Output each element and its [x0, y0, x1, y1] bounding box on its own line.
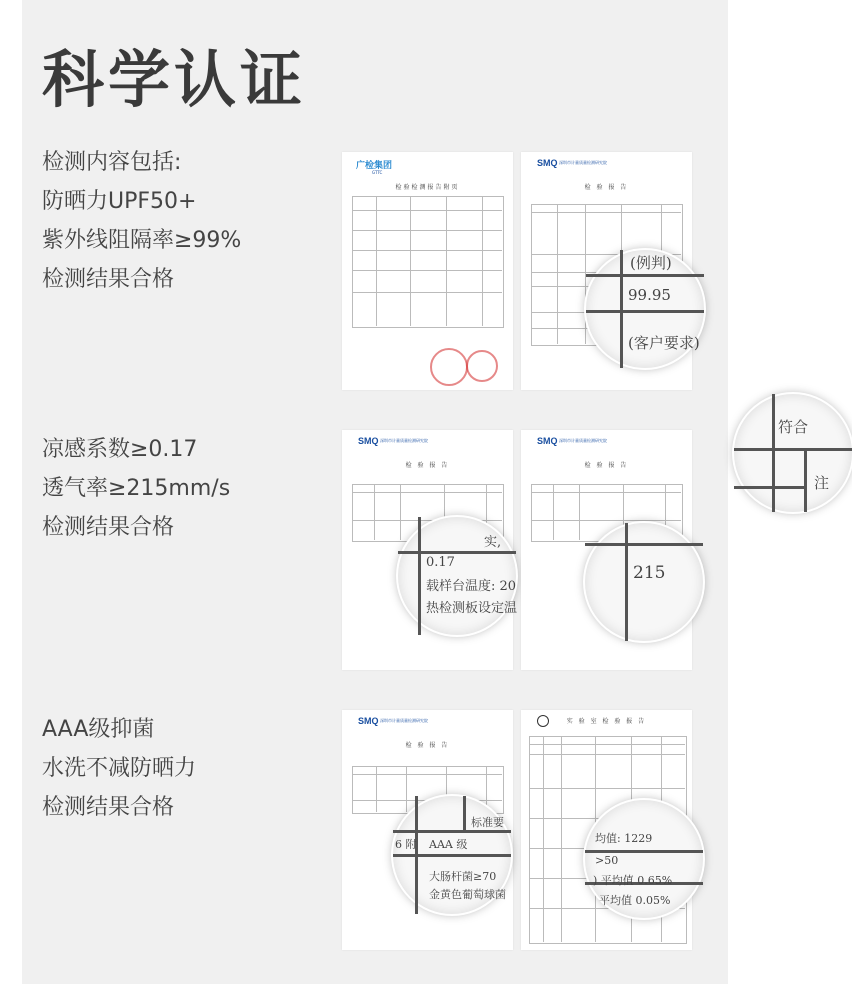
report-title: 检 验 报 告: [584, 184, 629, 191]
magnifier-5: [393, 796, 511, 914]
red-seal: [430, 348, 468, 386]
report-title: 检 验 报 告: [584, 462, 629, 469]
section-uv-text: [42, 143, 241, 299]
zoom-text: 符合: [778, 418, 809, 436]
zoom-text: >50: [595, 854, 619, 867]
zoom-text: 注: [814, 474, 830, 492]
zoom-text: 平均值 0.05%: [599, 894, 671, 907]
section-line: 检测结果合格: [42, 795, 175, 820]
zoom-text: AAA 级: [429, 838, 468, 851]
report-logo-sub: 深圳市计量质量检测研究院: [380, 718, 428, 723]
zoom-text: 热检测板设定温: [426, 601, 518, 616]
section-cooling-text: [42, 430, 230, 547]
zoom-text: (例判): [630, 254, 672, 272]
section-antibacterial-text: [42, 710, 196, 827]
zoom-text: 金黄色葡萄球菌: [429, 888, 506, 901]
zoom-text: 大肠杆菌≥70: [429, 870, 497, 883]
magnifier-3: [398, 517, 516, 635]
zoom-text: 均值: 1229: [595, 832, 653, 845]
zoom-text: 6 附: [395, 838, 417, 851]
zoom-text: (客户要求): [628, 334, 700, 352]
report-title: 检 验 报 告: [405, 462, 450, 469]
section-line: 凉感系数≥0.17: [42, 437, 198, 462]
section-line: AAA级抑菌: [42, 717, 155, 742]
report-logo: SMQ: [537, 158, 558, 168]
report-logo-sub: 深圳市计量质量检测研究院: [559, 160, 607, 165]
zoom-text: 0.17: [426, 555, 455, 570]
report-title: 实 验 室 检 验 报 告: [566, 718, 647, 725]
section-line: 水洗不减防晒力: [42, 756, 197, 781]
page-title: 科学认证: [42, 43, 307, 116]
red-seal: [466, 350, 498, 382]
magnifier-1: [734, 394, 852, 512]
report-logo-sub: 深圳市计量质量检测研究院: [559, 438, 607, 443]
report-title: 检 验 报 告: [405, 742, 450, 749]
section-line: 防晒力UPF50+: [42, 189, 197, 214]
zoom-text: ) 平均值 0.65%: [593, 874, 673, 887]
zoom-text: 215: [633, 563, 666, 583]
magnifier-2: [586, 250, 704, 368]
magnifier-6: [585, 800, 703, 918]
zoom-text: 实,: [484, 535, 502, 550]
zoom-text: 标准要: [471, 816, 504, 829]
report-title: 检验检测报告附页: [395, 184, 460, 191]
report-logo: SMQ: [358, 716, 379, 726]
report-logo-sub: 深圳市计量质量检测研究院: [380, 438, 428, 443]
section-line: 检测内容包括:: [42, 150, 182, 175]
report-logo-sub: GTTC: [372, 170, 383, 175]
report-logo: SMQ: [358, 436, 379, 446]
zoom-text: 载样台温度: 20: [426, 579, 517, 594]
section-line: 紫外线阻隔率≥99%: [42, 228, 242, 253]
report-logo: 广检集团: [356, 160, 393, 170]
section-line: 透气率≥215mm/s: [42, 476, 231, 501]
report-logo: SMQ: [537, 436, 558, 446]
section-line: 检测结果合格: [42, 267, 175, 292]
section-line: 检测结果合格: [42, 515, 175, 540]
zoom-text: 99.95: [628, 286, 671, 304]
magnifier-4: [585, 523, 703, 641]
